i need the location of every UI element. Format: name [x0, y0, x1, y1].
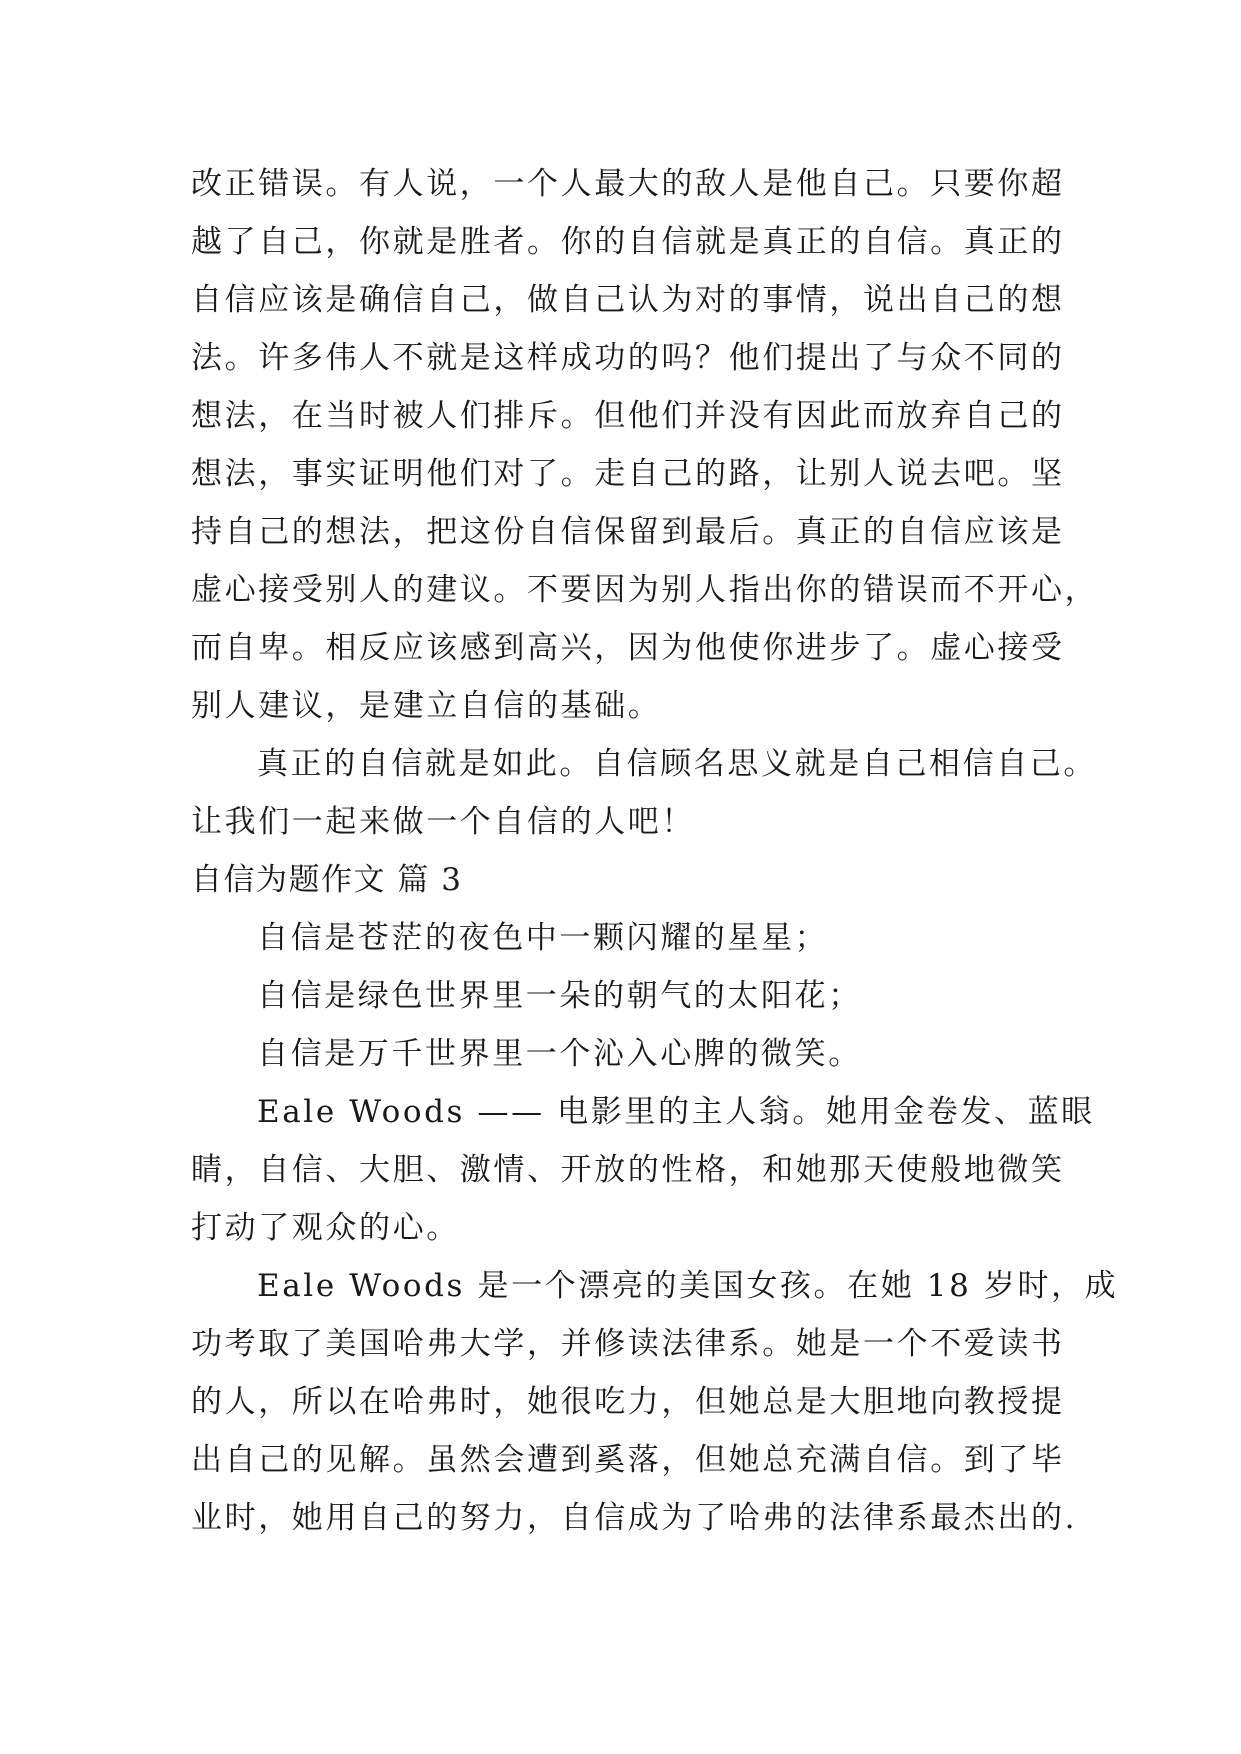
- text-line: 持自己的想法，把这份自信保留到最后。真正的自信应该是: [191, 514, 1065, 550]
- text-line: 真正的自信就是如此。自信顾名思义就是自己相信自己。: [257, 746, 1097, 782]
- text-line: 而自卑。相反应该感到高兴，因为他使你进步了。虚心接受: [191, 630, 1065, 666]
- text-line: 让我们一起来做一个自信的人吧！: [191, 804, 695, 840]
- text-line: 想法，事实证明他们对了。走自己的路，让别人说去吧。坚: [191, 456, 1065, 492]
- text-line: 功考取了美国哈弗大学，并修读法律系。她是一个不爱读书: [191, 1326, 1065, 1362]
- text-line: Eale Woods 是一个漂亮的美国女孩。在她 18 岁时，成: [257, 1268, 1119, 1304]
- text-line: 自信是万千世界里一个沁入心脾的微笑。: [257, 1036, 862, 1072]
- text-line: 自信应该是确信自己，做自己认为对的事情，说出自己的想: [191, 282, 1065, 318]
- text-line: Eale Woods —— 电影里的主人翁。她用金卷发、蓝眼: [257, 1094, 1095, 1130]
- section-heading: 自信为题作文 篇 3: [191, 862, 463, 898]
- text-line: 越了自己，你就是胜者。你的自信就是真正的自信。真正的: [191, 224, 1065, 260]
- text-line: 出自己的见解。虽然会遭到奚落，但她总充满自信。到了毕: [191, 1442, 1065, 1478]
- text-line: 虚心接受别人的建议。不要因为别人指出你的错误而不开心，: [191, 572, 1099, 608]
- text-line: 打动了观众的心。: [191, 1210, 460, 1246]
- text-line: 自信是绿色世界里一朵的朝气的太阳花；: [257, 978, 862, 1014]
- text-line: 自信是苍茫的夜色中一颗闪耀的星星；: [257, 920, 829, 956]
- text-line: 别人建议，是建立自信的基础。: [191, 688, 662, 724]
- text-line: 改正错误。有人说，一个人最大的敌人是他自己。只要你超: [191, 166, 1065, 202]
- text-line: 业时，她用自己的努力，自信成为了哈弗的法律系最杰出的.: [191, 1500, 1078, 1536]
- text-line: 睛，自信、大胆、激情、开放的性格，和她那天使般地微笑: [191, 1152, 1065, 1188]
- text-line: 想法，在当时被人们排斥。但他们并没有因此而放弃自己的: [191, 398, 1065, 434]
- text-line: 的人，所以在哈弗时，她很吃力，但她总是大胆地向教授提: [191, 1384, 1065, 1420]
- text-line: 法。许多伟人不就是这样成功的吗？他们提出了与众不同的: [191, 340, 1065, 376]
